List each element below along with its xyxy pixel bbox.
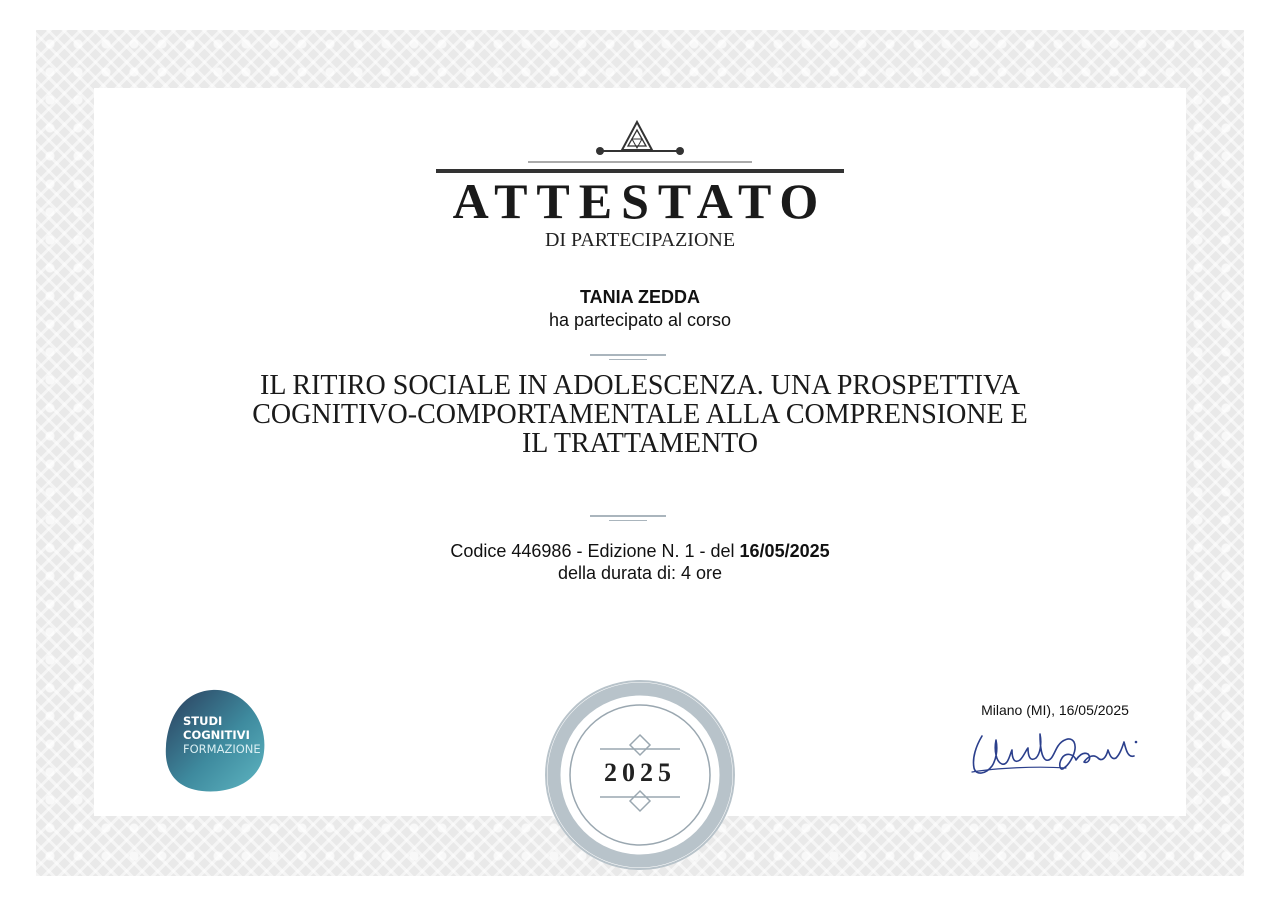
logo-line-formazione: FORMAZIONE xyxy=(183,742,261,756)
certificate-subtitle: DI PARTECIPAZIONE xyxy=(544,229,736,251)
signature-image xyxy=(966,724,1146,782)
certificate-title: ATTESTATO xyxy=(452,173,828,229)
course-title-line: COGNITIVO-COMPORTAMENTALE ALLA COMPRENSIONE E xyxy=(252,399,1028,430)
course-title xyxy=(190,371,1090,458)
seal-year: 2025 xyxy=(604,758,676,787)
logo-text xyxy=(183,714,273,756)
place-date: Milano (MI), 16/05/2025 xyxy=(981,702,1129,718)
course-code-line xyxy=(340,541,940,562)
course-title-line: IL RITIRO SOCIALE IN ADOLESCENZA. UNA PROSPETTIVA xyxy=(260,370,1020,401)
logo-line-cognitivi: COGNITIVI xyxy=(183,728,250,742)
divider-bottom xyxy=(590,515,666,523)
triangle-emblem-icon xyxy=(436,118,846,178)
attended-text: ha partecipato al corso xyxy=(548,310,732,330)
course-date: 16/05/2025 xyxy=(739,541,830,561)
course-title-line: IL TRATTAMENTO xyxy=(521,428,758,459)
course-duration: della durata di: 4 ore xyxy=(557,563,723,583)
course-code-text: Codice 446986 - Edizione N. 1 - del xyxy=(450,541,740,561)
recipient-name: TANIA ZEDDA xyxy=(580,287,700,307)
divider-top xyxy=(590,354,666,362)
logo-line-studi: STUDI xyxy=(183,714,223,728)
